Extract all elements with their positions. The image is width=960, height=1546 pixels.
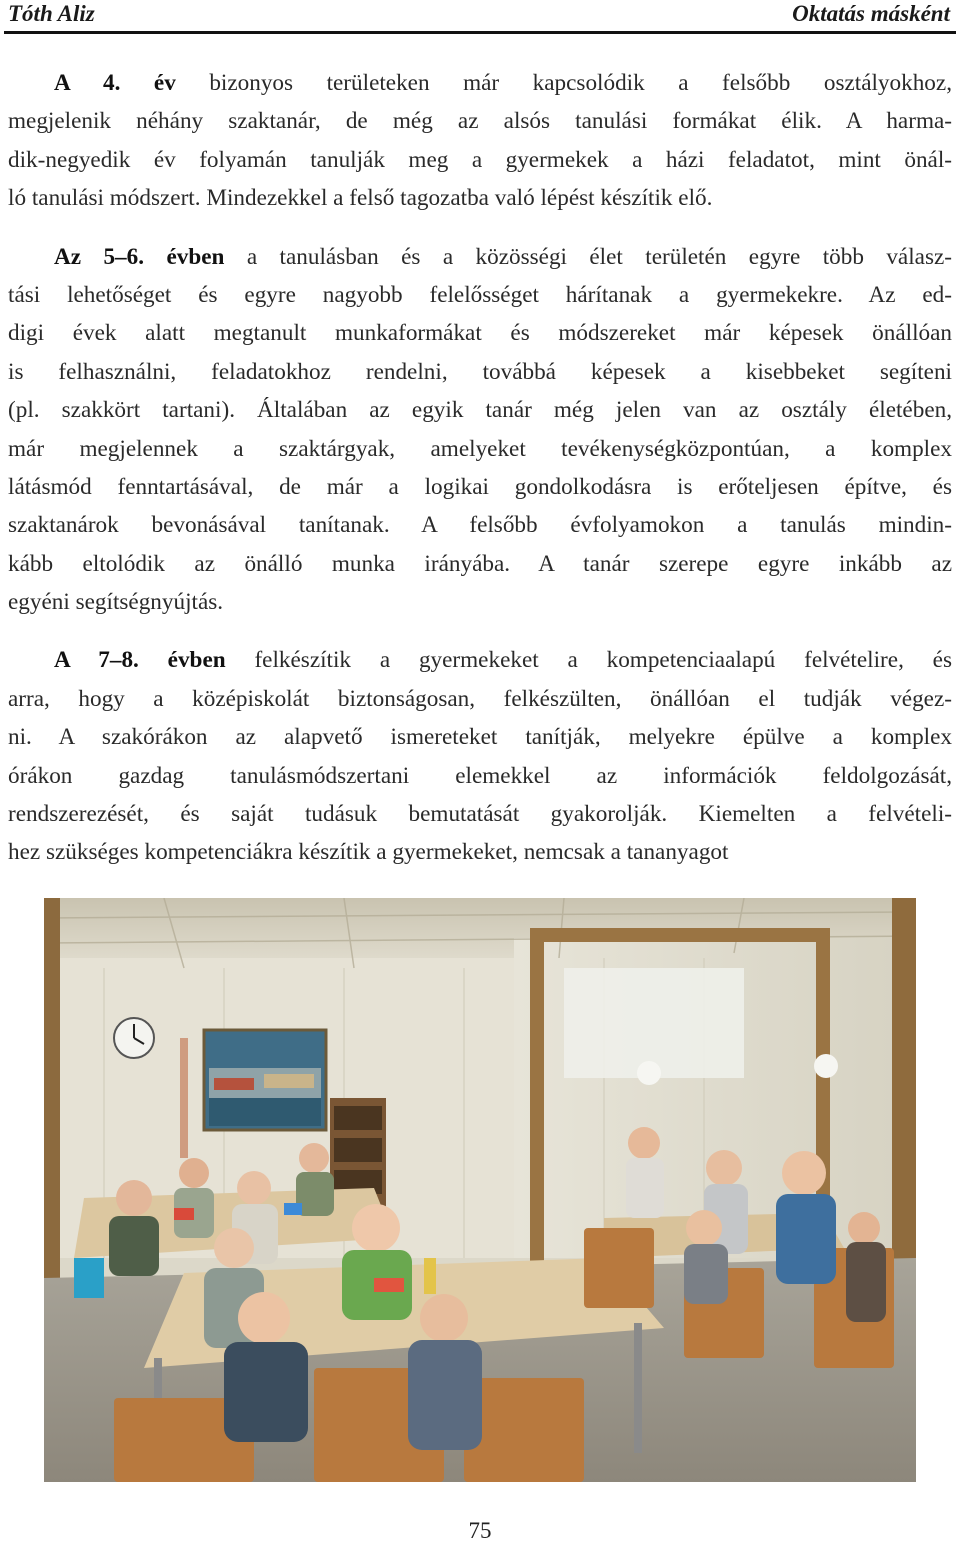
line-text: bizonyos területeken már kapcsolódik a felsőbb osztályokhoz, <box>175 70 952 96</box>
text-line <box>8 506 952 544</box>
line-text: már megjelennek a szaktárgyak, amelyeket tevékenységközpontúan, a komplex <box>8 435 952 462</box>
paragraph-lead-text: Az 5–6. <box>54 243 167 270</box>
text-line <box>8 641 952 679</box>
line-text: rendszerezését, és saját tudásuk bemutatását gyakorolják. Kiemelten a felvételi- <box>8 801 952 828</box>
text-line <box>8 757 952 795</box>
text-line <box>8 276 952 314</box>
line-text: arra, hogy a középiskolát biztonságosan, felkészülten, önállóan el tudják végez- <box>8 685 952 712</box>
text-line <box>8 102 952 140</box>
line-text: szaktanárok bevonásával tanítanak. A felsőbb évfolyamokon a tanulás mindin- <box>8 512 952 539</box>
line-text: felkészítik a gyermekeket a kompetenciaalapú felvételire, és <box>225 647 952 674</box>
paragraph-lead-bold: A 7–8. évben <box>54 647 226 674</box>
line-text: kább eltolódik az önálló munka irányába. A tanár szerepe egyre inkább az <box>8 550 952 577</box>
text-line <box>8 64 952 102</box>
line-text: is felhasználni, feladatokhoz rendelni, továbbá képesek a kisebbeket segíteni <box>8 358 952 385</box>
running-header <box>8 0 950 32</box>
body-text <box>8 64 952 872</box>
text-line <box>8 391 952 429</box>
text-line <box>8 238 952 276</box>
page-number: 75 <box>468 1518 492 1543</box>
line-text: ló tanulási módszert. Mindezekkel a felső tagozatba való lépést készítik elő. <box>8 185 713 212</box>
line-text: a tanulásban és a közösségi élet területén egyre több válasz- <box>224 243 952 270</box>
header-title: Oktatás másként <box>792 1 950 26</box>
paragraph-lead-bold: évben <box>166 243 225 270</box>
header-rule <box>4 31 956 34</box>
line-text: (pl. szakkört tartani). Általában az egyik tanár még jelen van az osztály életében, <box>8 397 952 424</box>
line-text: hez szükséges kompetenciákra készítik a gyermekeket, nemcsak a tananyagot <box>8 839 729 866</box>
text-line <box>8 833 952 871</box>
text-line <box>8 314 952 352</box>
paragraph-lead-bold: A 4. év <box>54 70 176 96</box>
header-author: Tóth Aliz <box>8 1 95 26</box>
line-text: ni. A szakórákon az alapvető ismereteket tanítják, melyekre épülve a komplex <box>8 724 952 751</box>
line-text: megjelenik néhány szaktanár, de még az alsós tanulási formákat élik. A harma- <box>8 108 952 135</box>
line-text: órákon gazdag tanulásmódszertani elemekkel az információk feldolgozását, <box>8 762 952 789</box>
text-line <box>8 545 952 583</box>
text-line <box>8 353 952 391</box>
classroom-photo <box>44 898 916 1482</box>
text-line <box>8 141 952 179</box>
text-line <box>8 718 952 756</box>
text-line <box>8 179 952 217</box>
line-text: dik-negyedik év folyamán tanulják meg a gyermekek a házi feladatot, mint önál- <box>8 146 952 173</box>
line-text: digi évek alatt megtanult munkaformákat és módszereket már képesek önállóan <box>8 320 952 347</box>
text-line <box>8 468 952 506</box>
line-text: tási lehetőséget és egyre nagyobb felelősséget hárítanak a gyermekekre. Az ed- <box>8 281 952 308</box>
text-line <box>8 430 952 468</box>
text-line <box>8 583 952 621</box>
text-line <box>8 680 952 718</box>
text-line <box>8 795 952 833</box>
line-text: egyéni segítségnyújtás. <box>8 589 224 616</box>
line-text: látásmód fenntartásával, de már a logikai gondolkodásra is erőteljesen építve, és <box>8 473 952 500</box>
